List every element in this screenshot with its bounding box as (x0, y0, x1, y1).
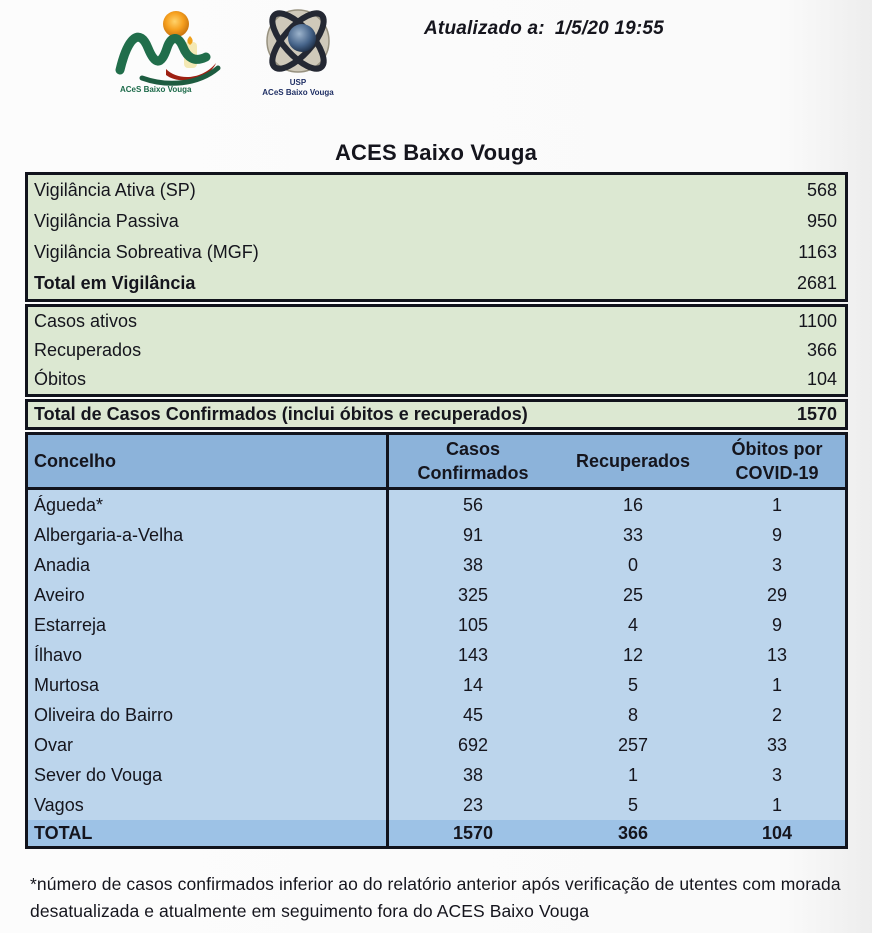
cell-concelho: Oliveira do Bairro (28, 700, 389, 730)
summary-row-value: 1163 (798, 242, 837, 262)
summary-row-value: 950 (806, 211, 837, 231)
concelho-table-row (28, 700, 845, 730)
summary-row (28, 206, 845, 237)
cell-recuperados: 0 (627, 554, 638, 575)
summary-row-label: Recuperados (34, 340, 142, 360)
concelho-table-row (28, 790, 845, 820)
cell-concelho: Albergaria-a-Velha (28, 520, 389, 550)
cell-casos: 56 (462, 494, 484, 515)
summary-row (28, 336, 845, 365)
cell-obitos: 104 (761, 822, 793, 843)
eye-sphere-icon (288, 24, 316, 52)
cell-casos: 692 (457, 734, 489, 755)
cell-obitos: 29 (766, 584, 788, 605)
cell-recuperados: 16 (622, 494, 644, 515)
cell-recuperados: 33 (622, 524, 644, 545)
cell-casos: 23 (462, 794, 484, 815)
concelho-total-row (28, 820, 845, 846)
concelho-table-row (28, 730, 845, 760)
casos-summary-table (25, 304, 848, 397)
summary-row-label: Óbitos (34, 369, 87, 389)
vigilancia-summary-table (25, 172, 848, 302)
summary-row-value: 1100 (798, 311, 837, 331)
concelho-table-header (28, 435, 845, 490)
sun-icon (163, 11, 189, 37)
cell-casos: 38 (462, 764, 484, 785)
cell-concelho: Aveiro (28, 580, 389, 610)
summary-row-label: Vigilância Sobreativa (MGF) (34, 242, 259, 262)
summary-row-value: 1570 (796, 404, 837, 424)
concelho-table-row (28, 490, 845, 520)
report-header (0, 0, 872, 100)
cell-concelho: Anadia (28, 550, 389, 580)
cell-concelho: TOTAL (28, 820, 389, 846)
cell-obitos: 33 (766, 734, 788, 755)
summary-row-label: Total em Vigilância (34, 273, 196, 293)
concelho-table-row (28, 580, 845, 610)
page-title: ACES Baixo Vouga (334, 140, 538, 165)
summary-row (28, 237, 845, 268)
cell-concelho: Águeda* (28, 490, 389, 520)
summary-row-value: 568 (806, 180, 837, 200)
cell-recuperados: 1 (627, 764, 638, 785)
cell-obitos: 1 (771, 674, 782, 695)
concelho-table-row (28, 640, 845, 670)
cell-concelho: Sever do Vouga (28, 760, 389, 790)
cell-concelho: Ovar (28, 730, 389, 760)
cell-recuperados: 4 (627, 614, 638, 635)
cell-recuperados: 12 (622, 644, 644, 665)
header-obitos-covid: Óbitos por COVID-19 (731, 439, 823, 483)
cell-recuperados: 257 (617, 734, 649, 755)
summary-row (28, 365, 845, 394)
cell-casos: 38 (462, 554, 484, 575)
summary-row-value: 104 (806, 369, 837, 389)
cell-concelho: Ílhavo (28, 640, 389, 670)
summary-row-value: 2681 (796, 273, 837, 293)
concelho-table-row (28, 760, 845, 790)
cell-obitos: 13 (766, 644, 788, 665)
cell-obitos: 3 (771, 554, 782, 575)
updated-timestamp (424, 18, 664, 40)
header-casos-confirmados: Casos Confirmados (417, 439, 529, 483)
cell-casos: 45 (462, 704, 484, 725)
cell-obitos: 9 (771, 524, 782, 545)
right-logo-caption-2: ACeS Baixo Vouga (262, 88, 334, 97)
cell-obitos: 3 (771, 764, 782, 785)
concelho-table-row (28, 550, 845, 580)
cell-casos: 325 (457, 584, 489, 605)
concelho-table-row (28, 610, 845, 640)
cell-obitos: 9 (771, 614, 782, 635)
concelho-table-row (28, 670, 845, 700)
cell-concelho: Estarreja (28, 610, 389, 640)
summary-row (28, 175, 845, 206)
summary-row-label: Vigilância Ativa (SP) (34, 180, 196, 200)
updated-label: Atualizado a: (424, 18, 545, 39)
summary-row (28, 268, 845, 299)
left-logo-caption: ACeS Baixo Vouga (120, 85, 192, 94)
cell-casos: 105 (457, 614, 489, 635)
summary-row-label: Vigilância Passiva (34, 211, 179, 231)
cell-casos: 14 (462, 674, 484, 695)
footnote: *número de casos confirmados inferior ao do relatório anterior após verificação de utentes com morada desatualizada e atualmente em seguimento fora do ACES Baixo Vouga (30, 874, 841, 921)
summary-row (28, 307, 845, 336)
right-logo-caption-1: USP (289, 78, 307, 87)
concelho-table-body (28, 490, 845, 846)
concelho-table (25, 432, 848, 849)
usp-logo (246, 1, 350, 101)
cell-recuperados: 366 (617, 822, 649, 843)
updated-value: 1/5/20 19:55 (554, 18, 664, 39)
cell-recuperados: 5 (627, 794, 638, 815)
cell-recuperados: 25 (622, 584, 644, 605)
concelho-table-row (28, 520, 845, 550)
cell-casos: 91 (462, 524, 484, 545)
header-recuperados: Recuperados (575, 451, 691, 471)
summary-row (28, 402, 845, 427)
cell-casos: 143 (457, 644, 489, 665)
cell-obitos: 1 (771, 794, 782, 815)
cell-concelho: Vagos (28, 790, 389, 820)
summary-row-label: Total de Casos Confirmados (inclui óbitos e recuperados) (34, 404, 528, 424)
header-concelho: Concelho (28, 435, 389, 487)
cell-recuperados: 5 (627, 674, 638, 695)
wave-icon (142, 68, 218, 83)
aces-baixo-vouga-logo (112, 6, 238, 98)
total-confirmados-table (25, 399, 848, 430)
cell-obitos: 1 (771, 494, 782, 515)
cell-casos: 1570 (452, 822, 494, 843)
cell-concelho: Murtosa (28, 670, 389, 700)
cell-obitos: 2 (771, 704, 782, 725)
cell-recuperados: 8 (627, 704, 638, 725)
summary-row-label: Casos ativos (34, 311, 138, 331)
summary-row-value: 366 (806, 340, 837, 360)
